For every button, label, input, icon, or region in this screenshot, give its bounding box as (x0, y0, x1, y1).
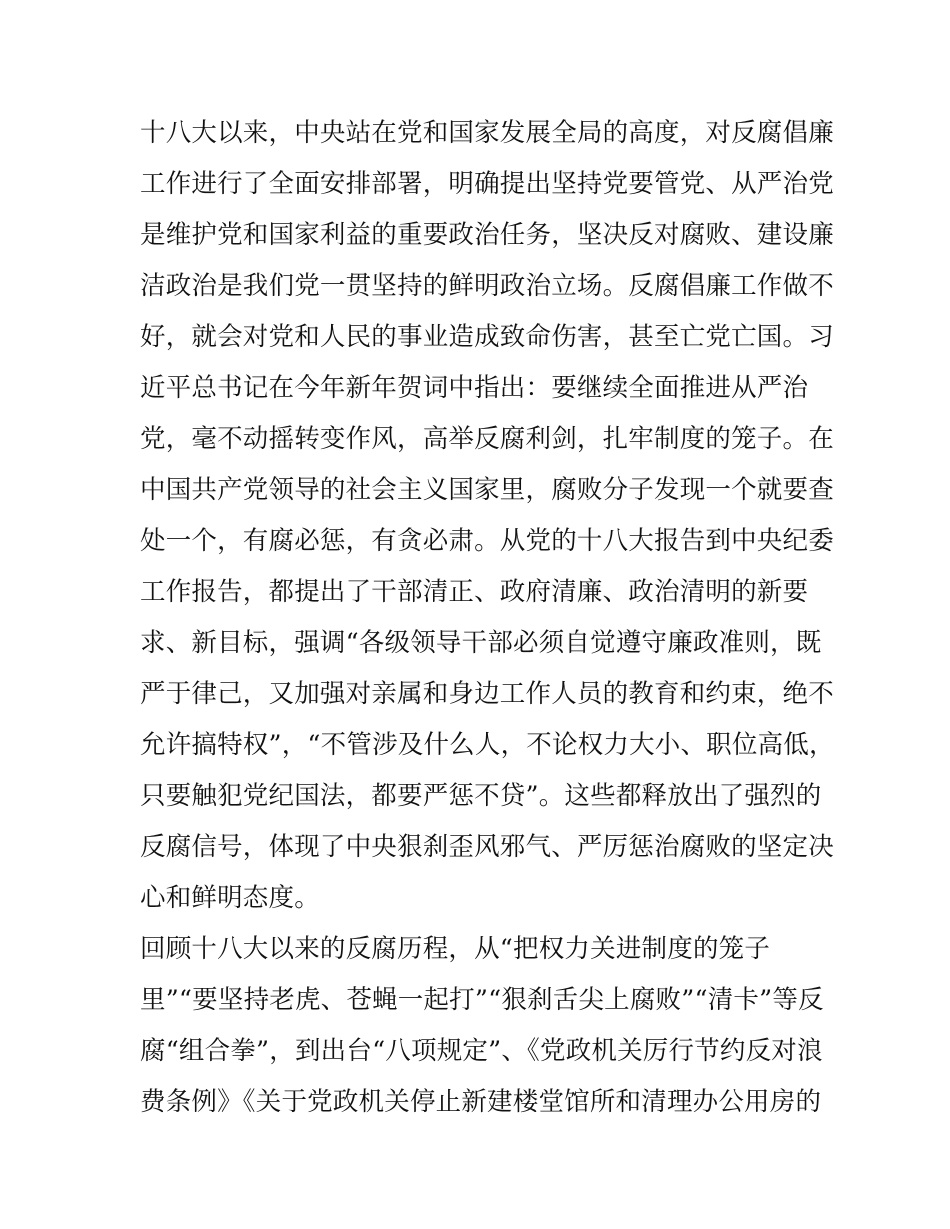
text-line: 求、新目标，强调“各级领导干部必须自觉遵守廉政准则，既 (140, 628, 822, 658)
text-line: 好，就会对党和人民的事业造成致命伤害，甚至亡党亡国。习 (140, 322, 834, 352)
text-line: 费条例》《关于党政机关停止新建楼堂馆所和清理办公用房的 (140, 1087, 822, 1117)
body-text (140, 108, 835, 1128)
text-line: 允许搞特权”，“不管涉及什么人，不论权力大小、职位高低， (140, 730, 835, 760)
text-line: 只要触犯党纪国法，都要严惩不贷”。这些都释放出了强烈的 (140, 781, 822, 811)
text-line: 党，毫不动摇转变作风，高举反腐利剑，扎牢制度的笼子。在 (140, 424, 834, 454)
text-line: 中国共产党领导的社会主义国家里，腐败分子发现一个就要查 (140, 475, 834, 505)
text-line: 腐“组合拳”，到出台“八项规定”、《党政机关厉行节约反对浪 (140, 1036, 823, 1066)
text-line: 回顾十八大以来的反腐历程，从“把权力关进制度的笼子 (140, 934, 771, 964)
text-line: 反腐信号，体现了中央狠刹歪风邪气、严厉惩治腐败的坚定决 (140, 832, 834, 862)
text-line: 工作报告，都提出了干部清正、政府清廉、政治清明的新要 (140, 577, 809, 607)
text-line: 洁政治是我们党一贯坚持的鲜明政治立场。反腐倡廉工作做不 (140, 271, 834, 301)
text-line: 心和鲜明态度。 (140, 883, 320, 913)
text-line: 处一个，有腐必惩，有贪必肃。从党的十八大报告到中央纪委 (140, 526, 834, 556)
text-line: 严于律己，又加强对亲属和身边工作人员的教育和约束，绝不 (140, 679, 834, 709)
text-line: 是维护党和国家利益的重要政治任务，坚决反对腐败、建设廉 (140, 220, 834, 250)
text-line: 工作进行了全面安排部署，明确提出坚持党要管党、从严治党 (140, 169, 834, 199)
text-line: 近平总书记在今年新年贺词中指出：要继续全面推进从严治 (140, 373, 809, 403)
text-line: 十八大以来，中央站在党和国家发展全局的高度，对反腐倡廉 (140, 118, 834, 148)
text-line: 里”“要坚持老虎、苍蝇一起打”“狠刹舌尖上腐败”“清卡”等反 (140, 985, 824, 1015)
